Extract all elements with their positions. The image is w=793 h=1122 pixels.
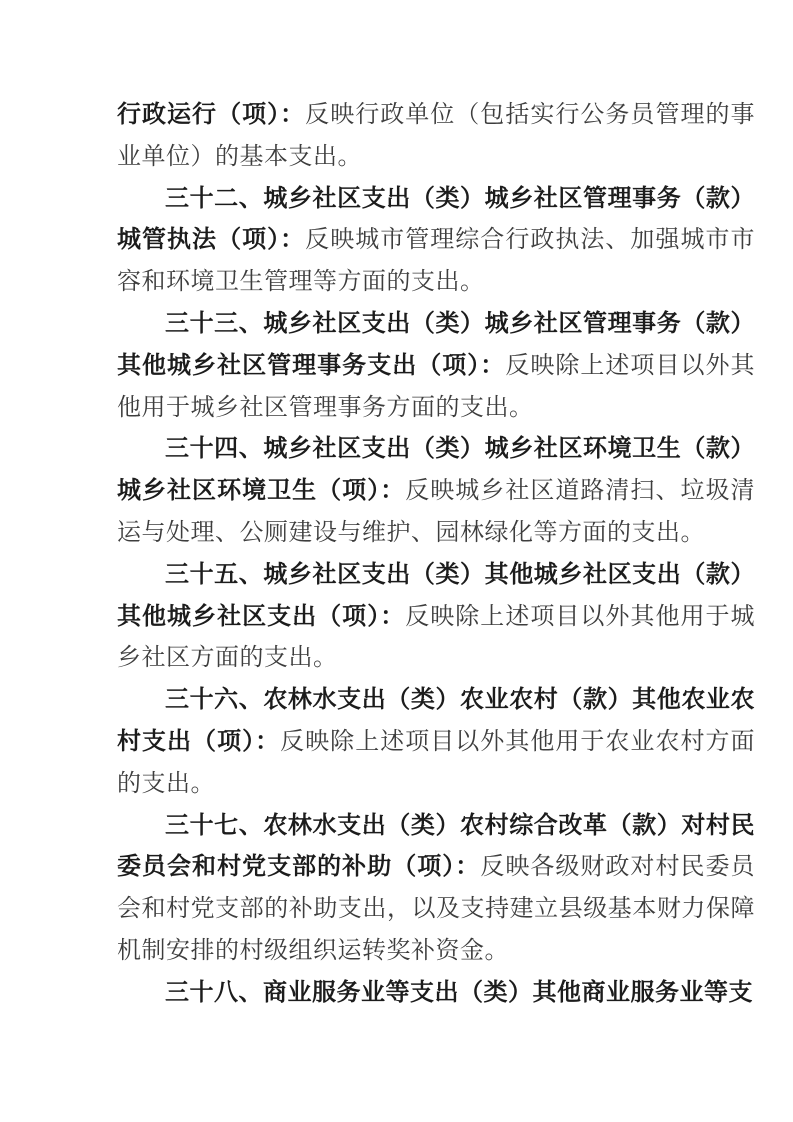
- paragraph-item-33: [117, 304, 755, 429]
- paragraph-heading: 行政运行（项）：: [117, 102, 306, 128]
- paragraph-heading: 三十六、农林水支出（类）农业农村（款）其他农业农村支出（项）：: [117, 687, 755, 755]
- paragraph-heading: 三十四、城乡社区支出（类）城乡社区环境卫生（款）城乡社区环境卫生（项）：: [117, 436, 755, 505]
- paragraph-body: 反映除上述项目以外其他用于城乡社区方面的支出。: [117, 603, 756, 672]
- paragraph-item-37: [117, 806, 755, 973]
- paragraph-heading: 三十五、城乡社区支出（类）其他城乡社区支出（款）其他城乡社区支出（项）：: [117, 561, 755, 630]
- paragraph-item-38: [117, 973, 755, 1015]
- paragraph-body: 反映各级财政对村民委员会和村党支部的补助支出，以及支持建立县级基本财力保障机制安排的村级组织运转奖补资金。: [117, 854, 756, 964]
- paragraph-body: 反映除上述项目以外其他用于城乡社区管理事务方面的支出。: [117, 352, 756, 421]
- paragraph-body: 反映行政单位（包括实行公务员管理的事业单位）的基本支出。: [117, 102, 756, 170]
- paragraph-item-32: [117, 179, 755, 304]
- document-body: [117, 95, 755, 1015]
- paragraph-body: 反映城乡社区道路清扫、垃圾清运与处理、公厕建设与维护、园林绿化等方面的支出。: [117, 478, 756, 546]
- paragraph-heading: 三十二、城乡社区支出（类）城乡社区管理事务（款）城管执法（项）：: [117, 185, 755, 254]
- paragraph-item-36: [117, 680, 755, 805]
- paragraph-item-35: [117, 555, 755, 680]
- paragraph-heading: 三十八、商业服务业等支出（类）其他商业服务业等支: [165, 979, 753, 1006]
- paragraph-heading: 三十三、城乡社区支出（类）城乡社区管理事务（款）其他城乡社区管理事务支出（项）：: [117, 310, 755, 379]
- paragraph-heading: 三十七、农林水支出（类）农村综合改革（款）对村民委员会和村党支部的补助（项）：: [117, 812, 755, 881]
- paragraph-body: 反映除上述项目以外其他用于农业农村方面的支出。: [117, 728, 755, 797]
- paragraph-body: 反映城市管理综合行政执法、加强城市市容和环境卫生管理等方面的支出。: [117, 227, 756, 296]
- paragraph-item-34: [117, 429, 755, 554]
- paragraph-admin-operation: [117, 95, 755, 179]
